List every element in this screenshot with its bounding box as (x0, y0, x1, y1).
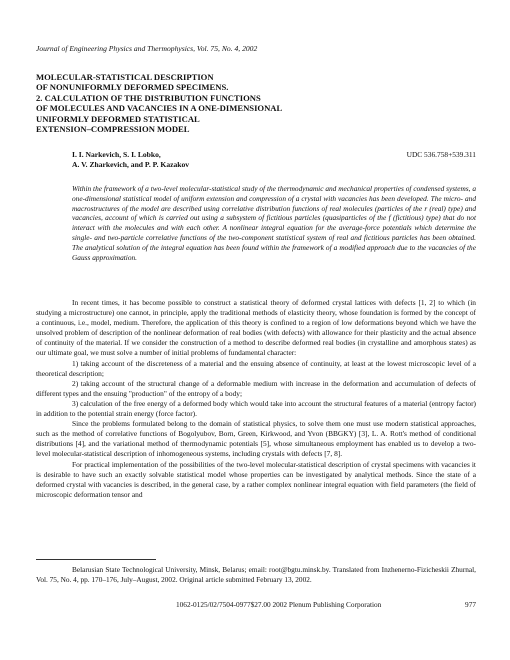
article-title (36, 72, 476, 134)
footnote-text: Belarusian State Technological University, Minsk, Belarus; email: root@bgtu.minsk.by. Translated from Inzhenerno-Fizicheskii Zhurnal, Vol. 75, No. 4, pp. 170–176, July–August, 2002. Original article submitted February 13, 2002. (36, 565, 476, 584)
list-item: 3) calculation of the free energy of a deformed body which would take into account the structural features of a material (entropy factor) in addition to the potential strain energy (force factor). (36, 398, 476, 419)
body-paragraph: In recent times, it has become possible to construct a statistical theory of deformed crystal lattices with defects [1, 2] to which (in studying a microstructure) one cannot, in principle, apply the traditional methods of elasticity theory, whose foundation is formed by the concept of a continuous, i.e., model, medium. Therefore, the application of this theory is confined to a region of low deformations beyond which we have the unsolved problem of description of the nonlinear deformation of real bodies (with defects) with allowance for their plasticity and the actual absence of continuity of the material. If we consider the construction of a method to describe deformed real bodies (in crystalline and amorphous states) as our ultimate goal, we must solve a number of initial problems of fundamental character: (36, 298, 476, 358)
list-item: 1) taking account of the discreteness of a material and the ensuing absence of continuity, at least at the lowest microscopic level of a theoretical description; (36, 358, 476, 378)
body-paragraph: For practical implementation of the possibilities of the two-level molecular-statistical description of crystal specimens with vacancies it is desirable to have such an exactly solvable statistical model whose properties can be investigated by analytical methods. Since the state of a deformed crystal with vacancies is described, in the general case, by a rather complex nonlinear integral equation with field parameters (the field of microscopic deformation tensor and (36, 459, 476, 499)
page-footer (36, 600, 476, 612)
authors-line-2: A. V. Zharkevich, and P. P. Kazakov (72, 160, 190, 169)
list-item: 2) taking account of the structural change of a deformable medium with increase in the deformation and accumulation of defects of different types and the ensuing "production" of the entropy of a body; (36, 378, 476, 398)
page-number: 977 (465, 600, 476, 609)
title-line: OF NONUNIFORMLY DEFORMED SPECIMENS. (36, 82, 229, 93)
author-list (72, 150, 372, 170)
abstract: Within the framework of a two-level molecular-statistical study of the thermodynamic and mechanical properties of condensed systems, a one-dimensional statistical model of uniform extension and compression of a crystal with vacancies has been developed. The micro- and macrostructures of the model are described using correlative distribution functions of real molecules (particles of the r (real) type) and vacancies, account of which is carried out using a subsystem of fictitious particles (quasiparticles of the f (fictitious) type) that do not interact with the molecules and with each other. A nonlinear integral equation for the average-force potentials which determine the single- and two-particle correlative functions of the two-component statistical system of real and fictitious particles has been obtained. The analytical solution of the integral equation has been found within the framework of a modified approach due to the vacancies of the Gauss approximation. (72, 184, 476, 262)
issn-copyright: 1062-0125/02/7504-0977$27.00 2002 Plenum Publishing Corporation (176, 600, 382, 609)
title-line: UNIFORMLY DEFORMED STATISTICAL (36, 113, 200, 124)
authors-line-1: I. I. Narkevich, S. I. Lobko, (72, 150, 161, 159)
body-paragraph: Since the problems formulated belong to the domain of statistical physics, to solve them one must use modern statistical approaches, such as the method of correlative functions of Bogolyubov, Born, Green, Kirkwood, and Yvon (BBGKY) [3], L. A. Rott's method of conditional distributions [4], and the variational method of thermodynamic potentials [5], whose simultaneous employment has enabled us to develop a two-level molecular-statistical description of inhomogeneous systems, including crystals with defects [7, 8]. (36, 419, 476, 459)
article-body (36, 298, 476, 500)
title-line: EXTENSION–COMPRESSION MODEL (36, 124, 190, 135)
title-line: OF MOLECULES AND VACANCIES IN A ONE-DIMENSIONAL (36, 103, 283, 114)
journal-header: Journal of Engineering Physics and Thermophysics, Vol. 75, No. 4, 2002 (36, 44, 258, 53)
title-line: 2. CALCULATION OF THE DISTRIBUTION FUNCTIONS (36, 92, 261, 103)
footnote-divider (36, 559, 156, 560)
title-line: MOLECULAR-STATISTICAL DESCRIPTION (36, 72, 214, 82)
affiliation-footnote (36, 565, 476, 585)
udc-code: UDC 536.758+539.311 (406, 150, 476, 159)
